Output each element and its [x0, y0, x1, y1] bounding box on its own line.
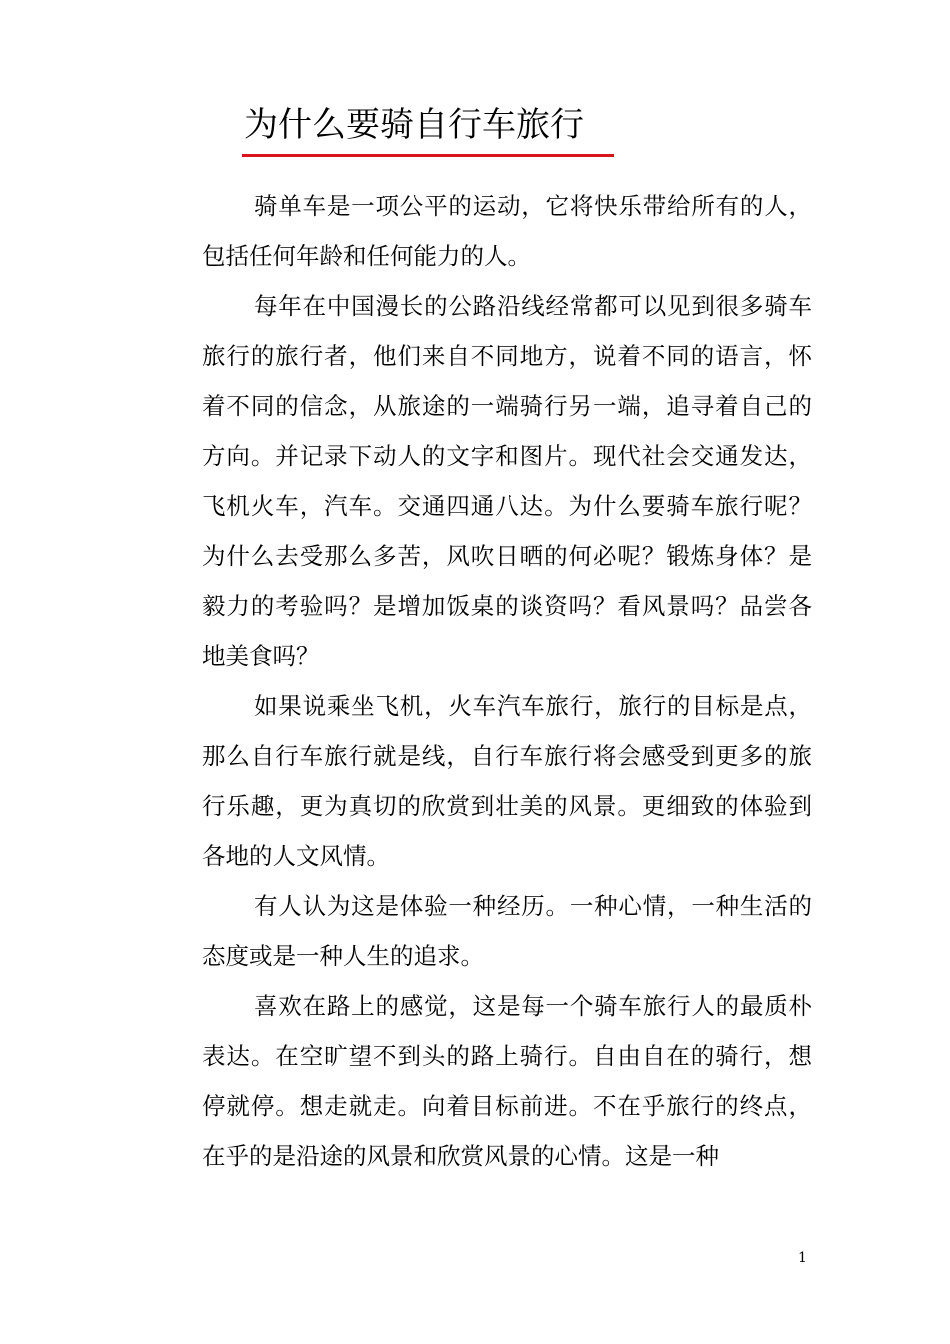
body-text	[202, 181, 812, 1181]
page-number: 1	[798, 1250, 807, 1266]
paragraph-1: 骑单车是一项公平的运动，它将快乐带给所有的人，包括任何年龄和任何能力的人。	[202, 192, 812, 270]
title-underline	[242, 154, 614, 157]
paragraph-4: 有人认为这是体验一种经历。一种心情，一种生活的态度或是一种人生的追求。	[202, 892, 812, 970]
document-title: 为什么要骑自行车旅行	[244, 105, 584, 145]
paragraph-3: 如果说乘坐飞机，火车汽车旅行，旅行的目标是点，那么自行车旅行就是线，自行车旅行将会感受到更多的旅行乐趣，更为真切的欣赏到壮美的风景。更细致的体验到各地的人文风情。	[202, 692, 812, 870]
paragraph-5: 喜欢在路上的感觉，这是每一个骑车旅行人的最质朴表达。在空旷望不到头的路上骑行。自由自在的骑行，想停就停。想走就走。向着目标前进。不在乎旅行的终点，在乎的是沿途的风景和欣赏风景的心情。这是一种	[202, 992, 812, 1170]
paragraph-2: 每年在中国漫长的公路沿线经常都可以见到很多骑车旅行的旅行者，他们来自不同地方，说着不同的语言，怀着不同的信念，从旅途的一端骑行另一端，追寻着自己的方向。并记录下动人的文字和图片。现代社会交通发达，飞机火车，汽车。交通四通八达。为什么要骑车旅行呢？为什么去受那么多苦，风吹日晒的何必呢？锻炼身体？是毅力的考验吗？是增加饭桌的谈资吗？看风景吗？品尝各地美食吗？	[202, 292, 812, 670]
